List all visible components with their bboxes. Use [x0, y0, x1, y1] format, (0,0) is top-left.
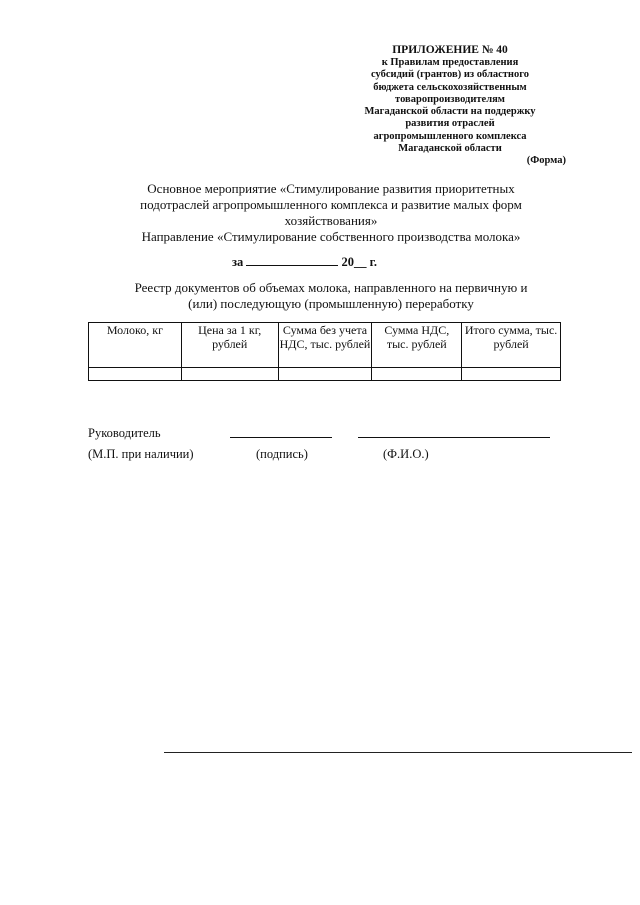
main-event-line: хозяйствования»: [284, 213, 378, 228]
appendix-line: развития отраслей: [405, 118, 495, 130]
appendix-header: [330, 44, 570, 168]
direction-line: Направление «Стимулирование собственного производства молока»: [141, 229, 521, 244]
header-milk-kg: Молоко, кг: [89, 323, 182, 368]
registry-title: [96, 280, 566, 312]
table-cell: [462, 368, 561, 381]
header-vat-sum: Сумма НДС, тыс. рублей: [372, 323, 462, 368]
appendix-line: бюджета сельскохозяйственным: [373, 81, 527, 93]
table-cell: [372, 368, 462, 381]
milk-volume-table: [88, 322, 561, 381]
appendix-line: Магаданской области: [398, 143, 502, 155]
period-prefix: за: [232, 255, 244, 269]
period-suffix: г.: [369, 255, 378, 269]
seal-caption: (М.П. при наличии): [88, 447, 194, 461]
footer-rule: [164, 752, 632, 753]
main-event-line: Основное мероприятие «Стимулирование развития приоритетных: [147, 181, 515, 196]
appendix-title: ПРИЛОЖЕНИЕ № 40: [392, 44, 508, 56]
table-header-row: [89, 323, 561, 368]
table-cell: [278, 368, 372, 381]
appendix-line: агропромышленного комплекса: [373, 130, 527, 142]
appendix-line: Магаданской области на поддержку: [364, 106, 536, 118]
period-year-prefix: 20__: [341, 255, 367, 269]
table-cell: [89, 368, 182, 381]
main-event-heading: [96, 181, 566, 245]
appendix-line: к Правилам предоставления: [381, 57, 519, 68]
signature-label: Руководитель: [88, 426, 161, 440]
header-sum-without-vat: Сумма без учета НДС, тыс. рублей: [278, 323, 372, 368]
header-total-sum: Итого сумма, тыс. рублей: [462, 323, 561, 368]
form-mark: (Форма): [526, 155, 566, 167]
table-cell: [181, 368, 278, 381]
main-event-line: подотраслей агропромышленного комплекса и развитие малых форм: [140, 197, 522, 212]
table-row: [89, 368, 561, 381]
header-price-per-kg: Цена за 1 кг, рублей: [181, 323, 278, 368]
registry-line: (или) последующую (промышленную) переработку: [188, 296, 474, 311]
registry-line: Реестр документов об объемах молока, направленного на первичную и: [134, 280, 528, 295]
period-line: [232, 253, 432, 270]
signature-line: [230, 437, 332, 438]
appendix-line: товаропроизводителям: [395, 93, 505, 105]
name-line: [358, 437, 550, 438]
sign-caption: (подпись): [256, 447, 308, 461]
appendix-line: субсидий (грантов) из областного: [371, 69, 529, 81]
period-blank: [246, 253, 338, 266]
name-caption: (Ф.И.О.): [383, 447, 429, 461]
